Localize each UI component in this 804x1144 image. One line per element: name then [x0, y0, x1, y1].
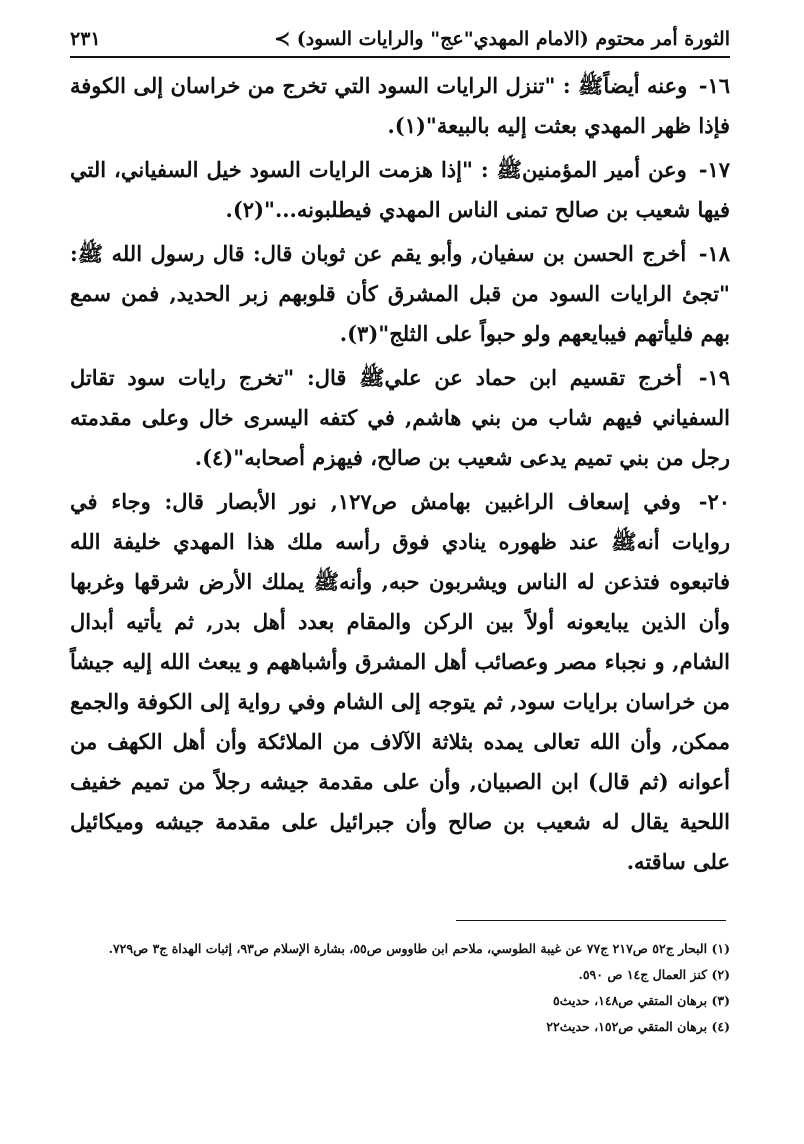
- paragraph-text: وعن أمير المؤمنينﷺ : "إذا هزمت الرايات السود خيل السفياني، التي فيها شعيب بن صالح تمنى الناس المهدي فيطلبونه..."(٢).: [70, 157, 730, 222]
- page-number: ٢٣١: [70, 28, 101, 50]
- paragraph-text: وعنه أيضاًﷺ : "تنزل الرايات السود التي تخرج من خراسان إلى الكوفة فإذا ظهر المهدي بعثت إليه بالبيعة"(١).: [70, 73, 730, 138]
- item-number: ١٦-: [698, 73, 730, 98]
- footnote-3: (٣) برهان المتقي ص١٤٨، حديث٥: [552, 993, 730, 1008]
- paragraph-text: وفي إسعاف الراغبين بهامش ص١٢٧, نور الأبصار قال: وجاء في روايات أنهﷺ عند ظهوره ينادي فوق رأسه ملك هذا المهدي خليفة الله فاتبعوه فتذعن له الناس ويشربون حبه, وأنهﷺ يملك الأرض شرقها وغربها وأن الذين يبايعونه أولاً بين الركن والمقام بعدد أهل بدر, ثم يأتيه أبدال الشام, و نجباء مصر وعصائب أهل المشرق وأشباههم و يبعث الله إليه جيشاً من خراسان برايات سود, ثم يتوجه إلى الشام وفي رواية إلى الكوفة والجمع ممكن, وأن الله تعالى يمده بثلاثة الآلاف من الملائكة وأن أهل الكهف من أعوانه (ثم قال) ابن الصبيان, وأن على مقدمة جيشه رجلاً من تميم خفيف اللحية يقال له شعيب بن صالح وأن جبرائيل على مقدمة جيشه وميكائيل على ساقته.: [70, 489, 730, 874]
- paragraph-18: [70, 234, 730, 354]
- paragraph-20: [70, 482, 730, 882]
- header-title: الثورة أمر محتوم (الامام المهدي"عج" والرايات السود) ≻: [274, 28, 730, 50]
- page: [70, 28, 730, 886]
- item-number: ١٧-: [698, 157, 730, 182]
- paragraph-17: [70, 150, 730, 230]
- paragraph-text: أخرج الحسن بن سفيان, وأبو يقم عن ثوبان قال: قال رسول الله ﷺ: "تجئ الرايات السود من قبل المشرق كأن قلوبهم زبر الحديد, فمن سمع بهم فليأتهم فيبايعهم ولو حبواً على الثلج"(٣).: [70, 241, 730, 346]
- main-text: [70, 66, 730, 882]
- footnotes: [70, 936, 730, 1040]
- running-header: [70, 28, 730, 58]
- item-number: ١٩-: [698, 365, 730, 390]
- paragraph-16: [70, 66, 730, 146]
- paragraph-19: [70, 358, 730, 478]
- footnote-2: (٢) كنز العمال ج١٤ ص ٥٩٠.: [578, 967, 730, 982]
- item-number: ١٨-: [698, 241, 730, 266]
- footnote-1: (١) البحار ج٥٢ ص٢١٧ ج٧٧ عن غيبة الطوسي، ملاحم ابن طاووس ص٥٥، بشارة الإسلام ص٩٣، إثبات الهداة ج٣ ص٧٢٩.: [108, 941, 730, 956]
- item-number: ٢٠-: [698, 489, 730, 514]
- footnote-separator: [456, 920, 726, 921]
- paragraph-text: أخرج تقسيم ابن حماد عن عليﷺ قال: "تخرج رايات سود تقاتل السفياني فيهم شاب من بني هاشم, في كتفه اليسرى خال وعلى مقدمته رجل من بني تميم يدعى شعيب بن صالح، فيهزم أصحابه"(٤).: [70, 365, 730, 470]
- footnote-4: (٤) برهان المتقي ص١٥٢، حديث٢٢: [546, 1019, 730, 1034]
